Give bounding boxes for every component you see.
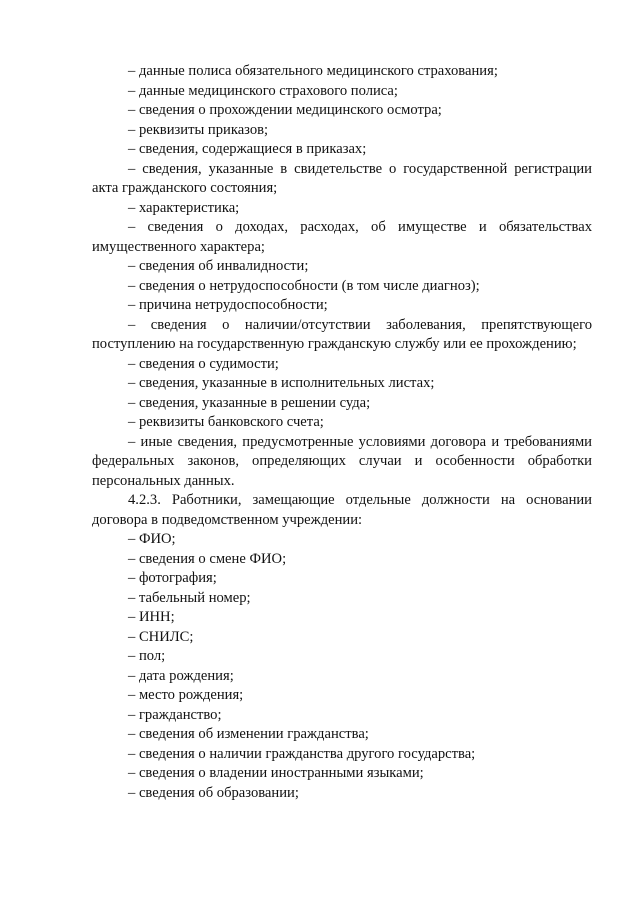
list-item: – фотография;: [128, 570, 217, 586]
list-item: – сведения, указанные в свидетельстве о государственной регистрации акта гражданского состояния;: [92, 160, 592, 196]
list-item: – сведения о смене ФИО;: [128, 550, 287, 567]
list-item: – сведения, указанные в решении суда;: [128, 394, 371, 411]
list-item: – СНИЛС;: [128, 628, 194, 645]
list-item: – сведения о наличии/отсутствии заболевания, препятствующего поступлению на государственную гражданскую службу или ее прохождению;: [92, 316, 592, 352]
list-item: – сведения о владении иностранными языками;: [128, 765, 424, 781]
section-heading-4-2-3: 4.2.3. Работники, замещающие отдельные должности на основании договора в подведомственном учреждении:: [92, 492, 592, 528]
list-item: – гражданство;: [128, 706, 222, 723]
list-item: – сведения об изменении гражданства;: [128, 726, 369, 742]
list-item: – причина нетрудоспособности;: [128, 297, 328, 313]
list-item: – сведения о нетрудоспособности (в том числе диагноз);: [128, 277, 480, 294]
list-item: – сведения о доходах, расходах, об имуществе и обязательствах имущественного характера;: [92, 219, 592, 255]
list-item: – сведения о судимости;: [128, 355, 279, 372]
list-item: – сведения, содержащиеся в приказах;: [128, 141, 367, 157]
list-item: – ИНН;: [128, 609, 175, 625]
list-item: – характеристика;: [128, 199, 240, 216]
list-item: – место рождения;: [128, 687, 244, 703]
list-item: – ФИО;: [128, 531, 176, 547]
list-item: – реквизиты приказов;: [128, 121, 269, 138]
list-item: – сведения об инвалидности;: [128, 258, 309, 274]
document-page: [92, 62, 592, 803]
list-item: – данные медицинского страхового полиса;: [128, 82, 398, 99]
list-item: – иные сведения, предусмотренные условиями договора и требованиями федеральных законов, определяющих случаи и особенности обработки персональных данных.: [92, 433, 592, 489]
list-item: – сведения о прохождении медицинского осмотра;: [128, 102, 442, 118]
list-item: – данные полиса обязательного медицинского страхования;: [128, 63, 498, 79]
list-item: – реквизиты банковского счета;: [128, 414, 324, 430]
list-item: – табельный номер;: [128, 589, 251, 606]
list-item: – сведения, указанные в исполнительных листах;: [128, 375, 435, 391]
list-item: – сведения об образовании;: [128, 784, 299, 801]
list-item: – сведения о наличии гражданства другого государства;: [128, 745, 476, 762]
list-item: – дата рождения;: [128, 667, 234, 684]
list-item: – пол;: [128, 648, 166, 664]
